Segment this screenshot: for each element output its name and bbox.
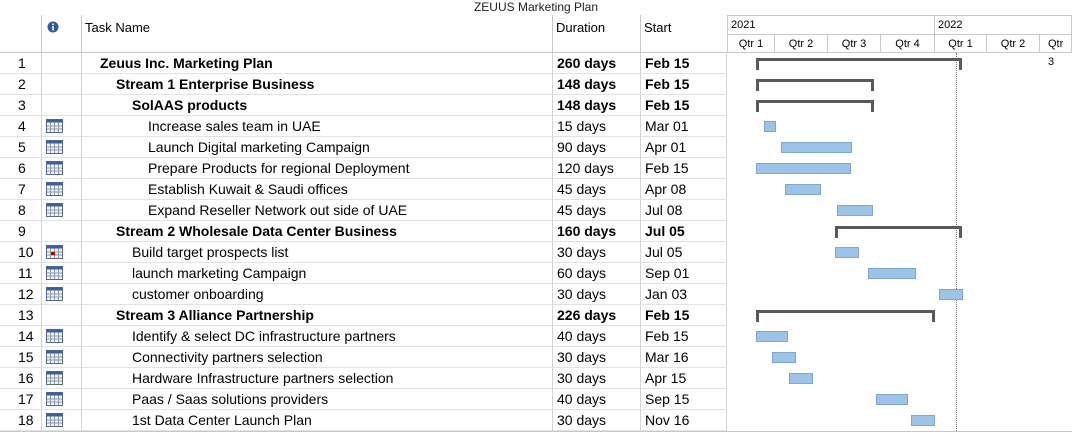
- start-cell[interactable]: Jul 08: [641, 200, 727, 221]
- duration-cell[interactable]: 45 days: [553, 179, 641, 200]
- indicator-cell: [42, 263, 82, 284]
- summary-bar[interactable]: [835, 226, 962, 240]
- summary-bar[interactable]: [756, 310, 935, 324]
- row-id: 5: [0, 137, 42, 158]
- row-id: 6: [0, 158, 42, 179]
- row-id: 18: [0, 410, 42, 431]
- task-name-cell[interactable]: 1st Data Center Launch Plan: [82, 410, 553, 431]
- table-row[interactable]: [0, 410, 728, 431]
- start-cell[interactable]: Sep 15: [641, 389, 727, 410]
- table-row[interactable]: [0, 347, 728, 368]
- start-header[interactable]: Start: [641, 15, 728, 53]
- summary-bar[interactable]: [756, 79, 874, 93]
- table-row[interactable]: [0, 95, 728, 116]
- indicator-cell: [42, 53, 82, 74]
- task-name-cell[interactable]: SolAAS products: [82, 95, 553, 116]
- indicator-cell: [42, 347, 82, 368]
- task-bar[interactable]: [789, 373, 813, 384]
- row-id: 17: [0, 389, 42, 410]
- start-cell[interactable]: Feb 15: [641, 326, 727, 347]
- quarter-label: Qtr 1: [728, 35, 775, 53]
- summary-bar[interactable]: [756, 100, 874, 114]
- calendar-grid-icon: [46, 140, 63, 154]
- duration-cell[interactable]: 60 days: [553, 263, 641, 284]
- task-bar[interactable]: [876, 394, 908, 405]
- indicator-cell: [42, 305, 82, 326]
- indicator-cell: [42, 389, 82, 410]
- table-row[interactable]: [0, 74, 728, 95]
- calendar-grid-icon: [46, 182, 63, 196]
- start-cell[interactable]: Jul 05: [641, 242, 727, 263]
- start-cell[interactable]: Apr 08: [641, 179, 727, 200]
- id-column-header[interactable]: [0, 15, 42, 53]
- row-id: 14: [0, 326, 42, 347]
- duration-cell[interactable]: 226 days: [553, 305, 641, 326]
- indicator-cell: [42, 242, 82, 263]
- task-name-header[interactable]: Task Name: [82, 15, 553, 53]
- year-label-2021: 2021: [728, 15, 935, 35]
- task-bar[interactable]: [939, 289, 963, 300]
- indicator-cell: [42, 368, 82, 389]
- start-cell[interactable]: Jul 05: [641, 221, 727, 242]
- row-id: 9: [0, 221, 42, 242]
- calendar-grid-icon: [46, 287, 63, 301]
- task-bar[interactable]: [772, 352, 796, 363]
- duration-cell[interactable]: 30 days: [553, 284, 641, 305]
- indicator-cell: [42, 200, 82, 221]
- indicator-cell: [42, 326, 82, 347]
- row-id: 11: [0, 263, 42, 284]
- table-row[interactable]: [0, 389, 728, 410]
- row-id: 15: [0, 347, 42, 368]
- table-row[interactable]: [0, 158, 728, 179]
- calendar-grid-icon: [46, 266, 63, 280]
- calendar-grid-icon: [46, 329, 63, 343]
- duration-cell[interactable]: 160 days: [553, 221, 641, 242]
- calendar-grid-icon: [46, 203, 63, 217]
- table-row[interactable]: [0, 305, 728, 326]
- duration-cell[interactable]: 30 days: [553, 242, 641, 263]
- task-bar[interactable]: [911, 415, 935, 426]
- year-label-2022: 2022: [935, 15, 1072, 35]
- indicator-cell: [42, 95, 82, 116]
- quarter-label: Qtr 3: [1040, 35, 1072, 53]
- duration-cell[interactable]: 45 days: [553, 200, 641, 221]
- duration-cell[interactable]: 30 days: [553, 410, 641, 431]
- start-cell[interactable]: Sep 01: [641, 263, 727, 284]
- start-cell[interactable]: Feb 15: [641, 74, 727, 95]
- start-cell[interactable]: Apr 01: [641, 137, 727, 158]
- row-id: 1: [0, 53, 42, 74]
- start-cell[interactable]: Mar 01: [641, 116, 727, 137]
- start-cell[interactable]: Jan 03: [641, 284, 727, 305]
- calendar-grid-icon: [46, 371, 63, 385]
- task-name-cell[interactable]: launch marketing Campaign: [82, 263, 553, 284]
- indicator-column-header[interactable]: [42, 15, 82, 53]
- table-row[interactable]: [0, 242, 728, 263]
- task-bar[interactable]: [835, 247, 859, 258]
- task-bar[interactable]: [785, 184, 821, 195]
- quarter-label: Qtr 2: [987, 35, 1040, 53]
- indicator-cell: [42, 221, 82, 242]
- calendar-red-icon: [46, 245, 63, 259]
- row-id: 12: [0, 284, 42, 305]
- duration-cell[interactable]: 15 days: [553, 116, 641, 137]
- task-name-cell[interactable]: Zeuus Inc. Marketing Plan: [82, 53, 553, 74]
- calendar-grid-icon: [46, 350, 63, 364]
- calendar-grid-icon: [46, 392, 63, 406]
- start-cell[interactable]: Nov 16: [641, 410, 727, 431]
- task-name-cell[interactable]: Build target prospects list: [82, 242, 553, 263]
- quarter-label: Qtr 3: [828, 35, 881, 53]
- quarter-label: Qtr 4: [881, 35, 935, 53]
- start-cell[interactable]: Mar 16: [641, 347, 727, 368]
- task-name-cell[interactable]: Hardware Infrastructure partners selection: [82, 368, 553, 389]
- indicator-cell: [42, 158, 82, 179]
- task-name-cell[interactable]: Increase sales team in UAE: [82, 116, 553, 137]
- duration-cell[interactable]: 40 days: [553, 389, 641, 410]
- task-name-cell[interactable]: Prepare Products for regional Deployment: [82, 158, 553, 179]
- start-cell[interactable]: Feb 15: [641, 158, 727, 179]
- task-name-cell[interactable]: Stream 3 Alliance Partnership: [82, 305, 553, 326]
- task-name-cell[interactable]: Expand Reseller Network out side of UAE: [82, 200, 553, 221]
- row-id: 3: [0, 95, 42, 116]
- table-row[interactable]: [0, 53, 728, 74]
- gantt-chart: [728, 15, 1072, 431]
- start-cell[interactable]: Feb 15: [641, 53, 727, 74]
- task-name-cell[interactable]: Stream 1 Enterprise Business: [82, 74, 553, 95]
- calendar-grid-icon: [46, 413, 63, 427]
- quarter-label: Qtr 2: [775, 35, 828, 53]
- table-row[interactable]: [0, 137, 728, 158]
- task-bar[interactable]: [764, 121, 776, 132]
- indicator-cell: [42, 74, 82, 95]
- row-id: 4: [0, 116, 42, 137]
- table-row[interactable]: [0, 326, 728, 347]
- task-bar[interactable]: [868, 268, 916, 279]
- duration-cell[interactable]: 40 days: [553, 326, 641, 347]
- table-row[interactable]: [0, 221, 728, 242]
- duration-cell[interactable]: 260 days: [553, 53, 641, 74]
- indicator-cell: [42, 116, 82, 137]
- duration-cell[interactable]: 120 days: [553, 158, 641, 179]
- start-cell[interactable]: Feb 15: [641, 95, 727, 116]
- duration-cell[interactable]: 30 days: [553, 347, 641, 368]
- table-row[interactable]: [0, 116, 728, 137]
- start-cell[interactable]: Feb 15: [641, 305, 727, 326]
- table-row[interactable]: [0, 263, 728, 284]
- task-bar[interactable]: [756, 163, 851, 174]
- row-id: 8: [0, 200, 42, 221]
- row-id: 13: [0, 305, 42, 326]
- calendar-grid-icon: [46, 119, 63, 133]
- info-icon: [47, 21, 59, 33]
- status-date-line: [956, 53, 957, 431]
- task-name-cell[interactable]: Identify & select DC infrastructure partners: [82, 326, 553, 347]
- start-cell[interactable]: Apr 15: [641, 368, 727, 389]
- bottom-border: [0, 431, 1072, 432]
- project-title: ZEUUS Marketing Plan: [0, 0, 1072, 16]
- duration-cell[interactable]: 148 days: [553, 74, 641, 95]
- row-id: 16: [0, 368, 42, 389]
- table-row[interactable]: [0, 179, 728, 200]
- duration-cell[interactable]: 90 days: [553, 137, 641, 158]
- row-id: 2: [0, 74, 42, 95]
- quarter-label: Qtr 1: [935, 35, 987, 53]
- task-name-cell[interactable]: Establish Kuwait & Saudi offices: [82, 179, 553, 200]
- summary-bar[interactable]: [756, 58, 962, 72]
- task-name-cell[interactable]: customer onboarding: [82, 284, 553, 305]
- task-name-cell[interactable]: Connectivity partners selection: [82, 347, 553, 368]
- row-id: 7: [0, 179, 42, 200]
- row-id: 10: [0, 242, 42, 263]
- task-name-cell[interactable]: Stream 2 Wholesale Data Center Business: [82, 221, 553, 242]
- task-name-cell[interactable]: Paas / Saas solutions providers: [82, 389, 553, 410]
- duration-cell[interactable]: 148 days: [553, 95, 641, 116]
- calendar-grid-icon: [46, 161, 63, 175]
- indicator-cell: [42, 137, 82, 158]
- indicator-cell: [42, 179, 82, 200]
- task-bar[interactable]: [837, 205, 873, 216]
- task-bar[interactable]: [781, 142, 852, 153]
- task-bar[interactable]: [756, 331, 788, 342]
- duration-cell[interactable]: 30 days: [553, 368, 641, 389]
- duration-header[interactable]: Duration: [553, 15, 641, 53]
- table-row[interactable]: [0, 284, 728, 305]
- task-name-cell[interactable]: Launch Digital marketing Campaign: [82, 137, 553, 158]
- table-row[interactable]: [0, 200, 728, 221]
- indicator-cell: [42, 410, 82, 431]
- indicator-cell: [42, 284, 82, 305]
- table-row[interactable]: [0, 368, 728, 389]
